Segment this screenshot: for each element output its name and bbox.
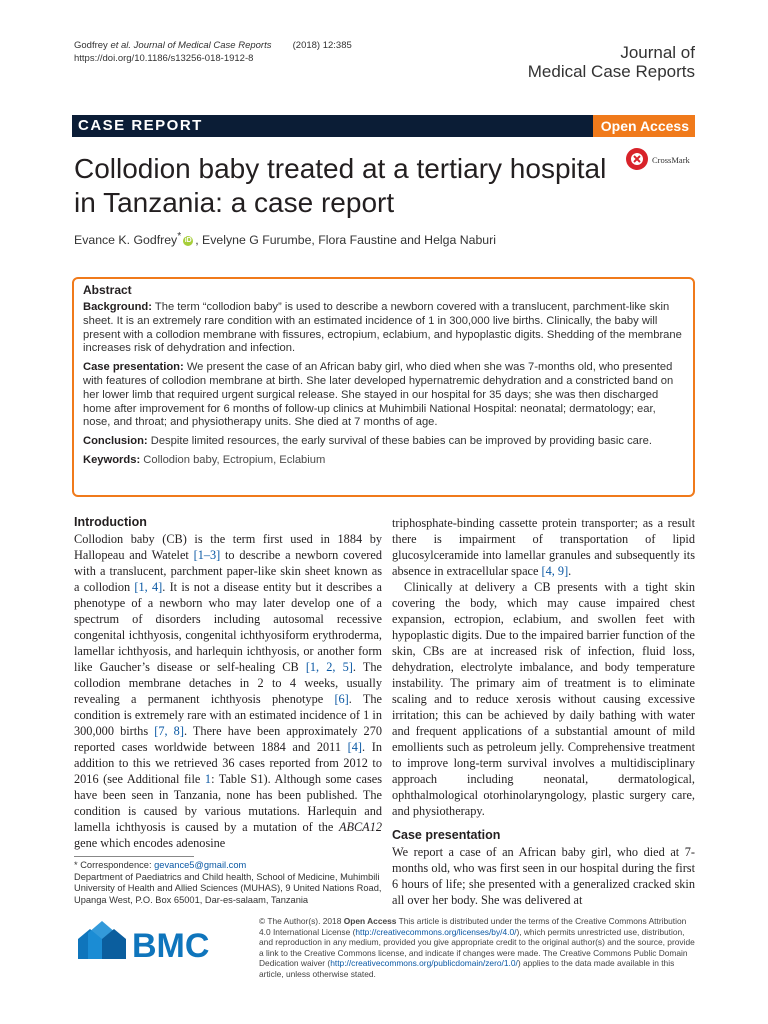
waiver-link[interactable]: http://creativecommons.org/publicdomain/zero/1.0/: [330, 958, 518, 969]
article-type: CASE REPORT: [78, 117, 203, 134]
citation-link[interactable]: [7, 8]: [154, 724, 184, 738]
abstract-background: Background: The term “collodion baby” is used to describe a newborn covered with a translucent, parchment-like skin sheet. It is an extremely rare condition with an estimated incidence of 1 in 300,000 live births. Clinically, the baby will present with a collodion membrane with fissures, ectropium, eclabium, and hypoplastic digits. Shedding of the membrane increases risk of dehydration and infection.: [83, 301, 682, 355]
license-link[interactable]: http://creativecommons.org/licenses/by/4.0/: [355, 926, 517, 937]
case-presentation-heading: Case presentation: [392, 828, 501, 842]
open-access-badge: Open Access: [593, 115, 695, 137]
running-header: [74, 39, 352, 65]
abstract-conclusion: Conclusion: Despite limited resources, the early survival of these babies can be improved by providing basic care.: [83, 435, 652, 448]
crossmark-icon: [625, 146, 695, 174]
citation-link[interactable]: [1–3]: [193, 548, 221, 562]
affiliation: Department of Paediatrics and Child health, School of Medicine, Muhimbili University of Health and Allied Sciences (MUHAS), 9 United Nations Road, Upanga West, P.O. Box 65001, Dar-es-salaam, Tanzania: [74, 871, 382, 905]
article-type-banner: [72, 115, 695, 137]
abstract-case: Case presentation: We present the case of an African baby girl, who died when she was 7-months old, who presented with features of collodion membrane at birth. She later developed hypernatremic dehydration and a constricted band on her lower limb that required urgent surgical release. She stayed in our hospital for 35 days; she was then discharged home after improvement for 6 months of follow-up clinics at Muhimbili National Hospital: neonatal; dermatology; ear, nose, and throat; and physiotherapy units. She died at 7 months of age.: [83, 361, 674, 429]
crossmark-badge[interactable]: [625, 146, 695, 174]
abstract-heading: Abstract: [83, 283, 132, 297]
footnote-divider: [74, 856, 194, 857]
right-paragraph-1: triphosphate-binding cassette protein transporter; as a result there is impairment of transportation of lipid glucosylceramide into lamellar granules and subsequently its absence in extracellular space [4, 9].: [392, 516, 695, 578]
citation-link[interactable]: [6]: [334, 692, 349, 706]
article-title: Collodion baby treated at a tertiary hospital in Tanzania: a case report: [74, 153, 607, 218]
bmc-wordmark: BMC: [132, 927, 210, 965]
right-column: [392, 515, 695, 819]
header-doi[interactable]: https://doi.org/10.1186/s13256-018-1912-8: [74, 53, 254, 64]
corresponding-author: Evance K. Godfrey: [74, 233, 178, 248]
journal-name: Journal of Medical Case Reports: [527, 43, 695, 81]
case-presentation-section: [392, 828, 695, 908]
introduction-paragraph: Collodion baby (CB) is the term first used in 1884 by Hallopeau and Watelet [1–3] to describe a newborn covered with a translucent, parchment paper-like skin sheet known as a collodion [1, 4]. It is not a disease entity but it describes a phenotype of a newborn who may later develop one of a spectrum of disorders including autosomal recessive congenital ichthyosis, congenital ichthyosiform erythroderma, lamellar ichthyosis, and harlequin ichthyosis, or another form like Gaucher’s disease or self-healing CB [1, 2, 5]. The collodion membrane detaches in 2 to 4 weeks, usually revealing a permanent ichthyosis phenotype [6]. The condition is extremely rare with an estimated incidence of 1 in 300,000 births [7, 8]. There have been approximately 270 reported cases worldwide between 1884 and 2011 [4]. In addition to this we retrieved 36 cases reported from 2012 to 2016 (see Additional file 1: Table S1). Although some cases have been seen in Tanzania, none has been published. The condition is caused by various mutations. Harlequin and lamella ichthyosis is caused by a mutation of the ABCA12 gene which encodes adenosine: [74, 532, 383, 850]
header-journal: et al. Journal of Medical Case Reports: [110, 40, 272, 51]
citation-link[interactable]: [4]: [347, 740, 362, 754]
right-paragraph-2: Clinically at delivery a CB presents with a tight skin covering the body, which may cause impaired chest expansion, ectropion, eclabium, and swollen feet with hypoplastic digits. Due to the impaired barrier function of the skin, CBs are at increased risk of infection, fluid loss, dehydration, electrolyte imbalance, and body temperature instability. The primary aim of treatment is to eliminate scaling and to reduce xerosis without causing excessive irritation; this can be achieved by daily bathing with water and frequent applications of a substantial amount of mild emollients such as petroleum jelly. Comprehensive treatment to improve long-term survival involves a multidisciplinary approach including neonatal, dermatological, ophthalmological otorhinolaryngology, plastic surgery care, and physiotherapy.: [392, 580, 695, 818]
corresponding-mark: *: [177, 231, 182, 242]
header-author: Godfrey: [74, 40, 108, 51]
author-list: [74, 231, 496, 247]
crossmark-label: CrossMark: [652, 155, 690, 165]
other-authors: , Evelyne G Furumbe, Flora Faustine and Helga Naburi: [195, 233, 496, 248]
gene-name: ABCA12: [338, 820, 382, 834]
orcid-icon[interactable]: iD: [184, 236, 192, 244]
left-column: [74, 515, 382, 851]
email-link[interactable]: gevance5@gmail.com: [154, 860, 247, 870]
introduction-heading: Introduction: [74, 515, 147, 529]
additional-file-link[interactable]: 1: [204, 772, 212, 786]
bmc-logo-icon: [76, 915, 246, 965]
license-text: © The Author(s). 2018 Open Access This article is distributed under the terms of the Creative Commons Attribution 4.0 International License (http://creativecommons.org/licenses/by/4.0/), which permits unrestricted use, distribution, and reproduction in any medium, provided you give appropriate credit to the original author(s) and the source, provide a link to the Creative Commons license, and indicate if changes were made. The Creative Commons Public Domain Dedication waiver (http://creativecommons.org/publicdomain/zero/1.0/) applies to the data made available in this article, unless otherwise stated.: [259, 916, 695, 979]
abstract-keywords: Keywords: Collodion baby, Ectropium, Eclabium: [83, 453, 326, 466]
citation-link[interactable]: [4, 9]: [541, 564, 569, 578]
bmc-logo: [76, 915, 246, 965]
header-year: (2018) 12:385: [292, 40, 352, 51]
citation-link[interactable]: [1, 2, 5]: [305, 660, 353, 674]
abstract-box: [72, 277, 695, 497]
case-presentation-paragraph: We report a case of an African baby girl, who died at 7-months old, who was first seen in our hospital during the first 6 hours of life; she presented with a generalized cracked skin all over her body. She was delivered at: [392, 845, 695, 907]
correspondence-note: * Correspondence: gevance5@gmail.com Department of Paediatrics and Child health, School of Medicine, Muhimbili University of Health and Allied Sciences (MUHAS), 9 United Nations Road, Upanga West, P.O. Box 65001, Dar-es-salaam, Tanzania: [74, 860, 382, 905]
citation-link[interactable]: [1, 4]: [134, 580, 163, 594]
